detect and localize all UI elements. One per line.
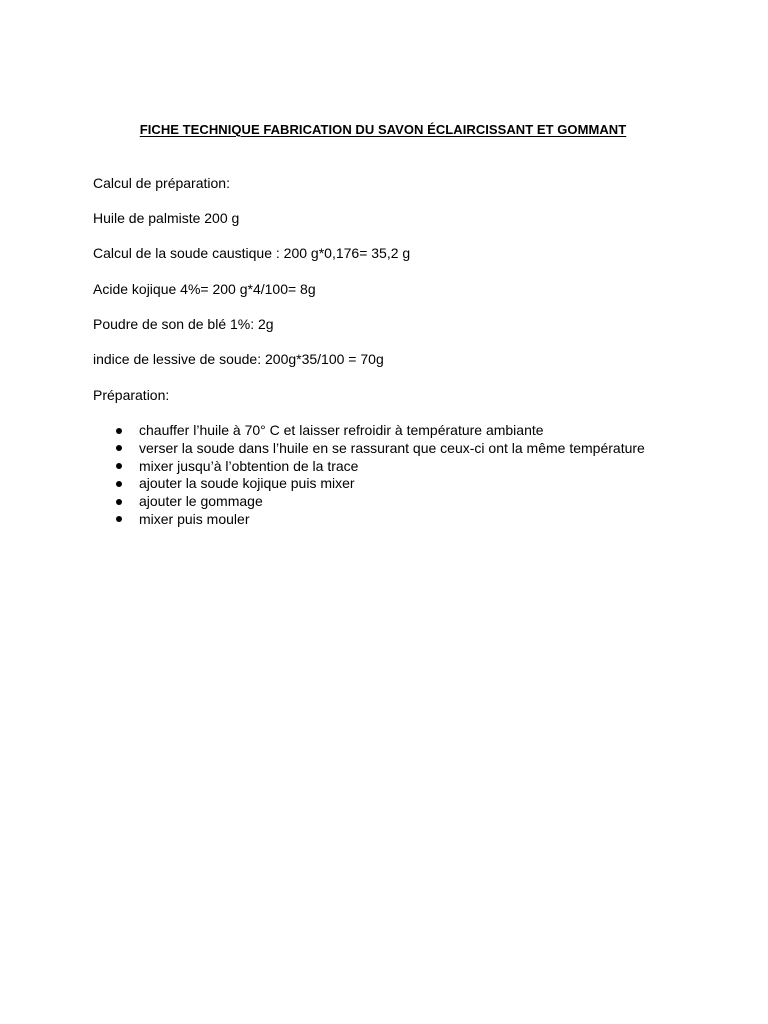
bullet-icon — [116, 463, 122, 469]
paragraph-preparation-heading: Préparation: — [93, 387, 170, 403]
bullet-icon — [116, 445, 122, 451]
paragraph-soude-caustique: Calcul de la soude caustique : 200 g*0,176= 35,2 g — [93, 245, 411, 261]
list-item-text: ajouter la soude kojique puis mixer — [139, 475, 355, 492]
bullet-icon — [116, 516, 122, 522]
document-title: FICHE TECHNIQUE FABRICATION DU SAVON ÉCLAIRCISSANT ET GOMMANT — [139, 122, 627, 137]
list-item-text: mixer jusqu’à l’obtention de la trace — [139, 457, 359, 474]
paragraph-calcul-preparation: Calcul de préparation: — [93, 175, 230, 191]
list-item-text: verser la soude dans l’huile en se rassurant que ceux-ci ont la même température — [139, 439, 645, 456]
bullet-icon — [116, 428, 122, 434]
bullet-icon — [116, 499, 122, 505]
paragraph-indice-lessive: indice de lessive de soude: 200g*35/100 = 70g — [93, 351, 384, 367]
list-item-text: chauffer l’huile à 70° C et laisser refroidir à température ambiante — [139, 422, 544, 438]
paragraph-poudre-son: Poudre de son de blé 1%: 2g — [93, 316, 274, 332]
list-item-text: mixer puis mouler — [139, 510, 250, 527]
bullet-icon — [116, 481, 122, 487]
paragraph-acide-kojique: Acide kojique 4%= 200 g*4/100= 8g — [93, 281, 316, 297]
list-item-text: ajouter le gommage — [139, 493, 263, 510]
paragraph-huile: Huile de palmiste 200 g — [93, 210, 240, 226]
